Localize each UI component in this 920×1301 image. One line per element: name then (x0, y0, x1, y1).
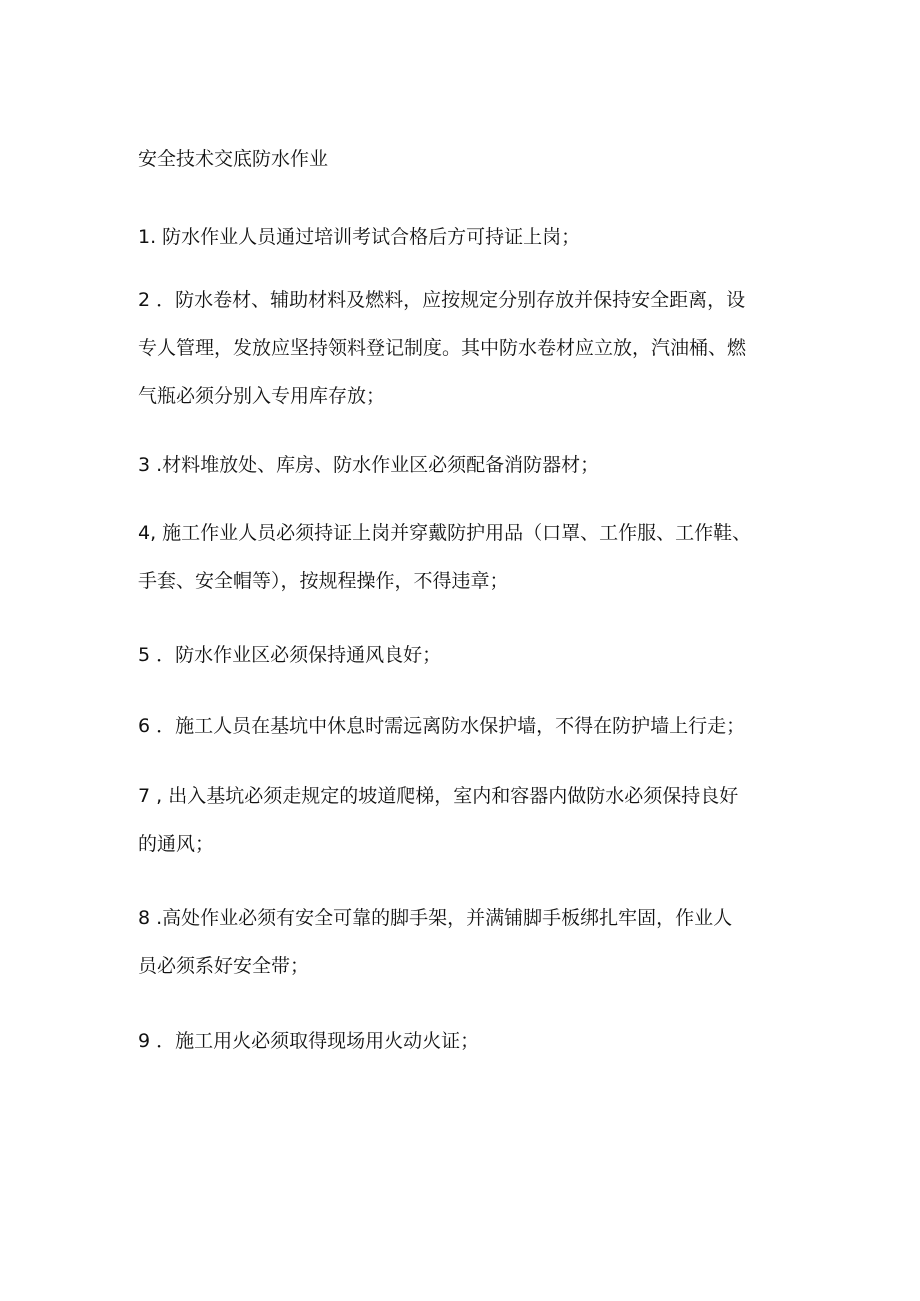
list-item-line: 手套、安全帽等），按规程操作，不得违章； (138, 570, 509, 592)
document-title: 安全技术交底防水作业 (138, 148, 329, 170)
list-item-line: 7 , 出入基坑必须走规定的坡道爬梯，室内和容器内做防水必须保持良好 (138, 785, 739, 807)
list-item-7 (138, 772, 788, 868)
list-item-9 (138, 1017, 788, 1065)
list-item-line: 专人管理，发放应坚持领料登记制度。其中防水卷材应立放，汽油桶、燃 (138, 337, 747, 359)
list-item-4 (138, 509, 788, 605)
list-item-line: 8 .高处作业必须有安全可靠的脚手架，并满铺脚手板绑扎牢固，作业人 (138, 907, 733, 929)
list-item-line: 的通风； (138, 833, 215, 855)
list-item-line: 2 ．防水卷材、辅助材料及燃料，应按规定分别存放并保持安全距离，设 (138, 289, 746, 311)
list-item-2 (138, 276, 788, 420)
list-item-line: 员必须系好安全带； (138, 955, 310, 977)
list-item-8 (138, 894, 788, 990)
list-item-line: 气瓶必须分别入专用库存放； (138, 385, 386, 407)
list-item-line: 9 ．施工用火必须取得现场用火动火证； (138, 1030, 480, 1052)
list-item-line: 1. 防水作业人员通过培训考试合格后方可持证上岗； (138, 226, 581, 248)
list-item-line: 6 ．施工人员在基坑中休息时需远离防水保护墙，不得在防护墙上行走； (138, 715, 746, 737)
list-item-1 (138, 213, 788, 261)
list-item-line: 3 .材料堆放处、库房、防水作业区必须配备消防器材； (138, 454, 600, 476)
list-item-line: 5 ．防水作业区必须保持通风良好； (138, 644, 442, 666)
list-item-3 (138, 441, 788, 489)
list-item-5 (138, 631, 788, 679)
list-item-6 (138, 702, 788, 750)
list-item-line: 4, 施工作业人员必须持证上岗并穿戴防护用品（口罩、工作服、工作鞋、 (138, 522, 752, 544)
